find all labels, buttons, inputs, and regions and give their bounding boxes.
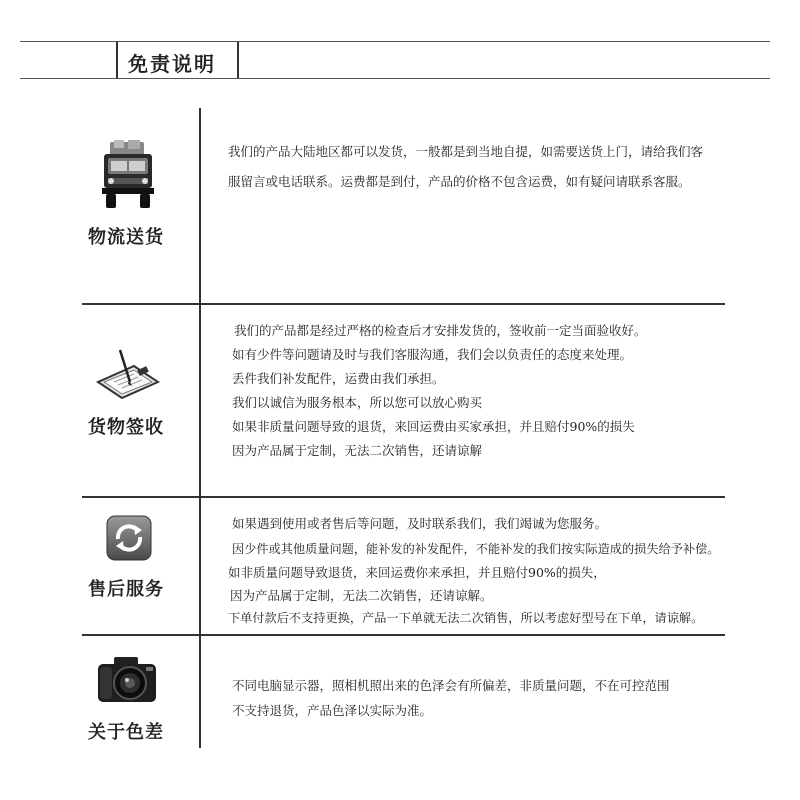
text-line: 不支持退货，产品色泽以实际为准。 xyxy=(232,703,433,718)
text-line: 如非质量问题导致退货，来回运费你来承担，并且赔付90%的损失， xyxy=(228,565,606,580)
truck-icon xyxy=(98,140,158,212)
text-line: 因少件或其他质量问题，能补发的补发配件，不能补发的我们按实际造成的损失给予补偿。 xyxy=(232,542,720,556)
section-label-shipping: 物流送货 xyxy=(88,227,164,248)
text-line: 服留言或电话联系。运费都是到付，产品的价格不包含运费，如有疑问请联系客服。 xyxy=(228,174,691,189)
text-line: 因为产品属于定制，无法二次销售，还请谅解。 xyxy=(230,588,493,603)
clipboard-pen-icon xyxy=(94,348,162,402)
text-line: 如果非质量问题导致的退货，来回运费由买家承担，并且赔付90%的损失 xyxy=(232,419,635,434)
text-line: 不同电脑显示器，照相机照出来的色泽会有所偏差，非质量问题，不在可控范围 xyxy=(232,678,670,693)
text-line: 如有少件等问题请及时与我们客服沟通，我们会以负责任的态度来处理。 xyxy=(232,347,633,362)
refresh-icon xyxy=(106,515,152,561)
section-divider xyxy=(82,303,725,305)
header-bottom-rule xyxy=(20,78,770,79)
section-label-color-difference: 关于色差 xyxy=(88,722,164,743)
section-divider xyxy=(82,496,725,498)
page-title: 免责说明 xyxy=(128,52,216,76)
text-line: 我们的产品都是经过严格的检查后才安排发货的，签收前一定当面验收好。 xyxy=(234,323,647,338)
section-label-receipt: 货物签收 xyxy=(88,417,164,438)
section-label-after-sales: 售后服务 xyxy=(88,579,164,600)
column-divider xyxy=(199,108,201,748)
section-divider xyxy=(82,634,725,636)
text-line: 丢件我们补发配件，运费由我们承担。 xyxy=(232,371,445,386)
text-line: 如果遇到使用或者售后等问题，及时联系我们，我们竭诚为您服务。 xyxy=(232,516,608,531)
text-line: 下单付款后不支持更换，产品一下单就无法二次销售，所以考虑好型号在下单，请谅解。 xyxy=(228,611,704,625)
text-line: 因为产品属于定制，无法二次销售，还请谅解 xyxy=(232,443,483,458)
camera-icon xyxy=(96,655,158,705)
text-line: 我们以诚信为服务根本，所以您可以放心购买 xyxy=(232,395,483,410)
text-line: 我们的产品大陆地区都可以发货，一般都是到当地自提，如需要送货上门，请给我们客 xyxy=(228,144,704,159)
